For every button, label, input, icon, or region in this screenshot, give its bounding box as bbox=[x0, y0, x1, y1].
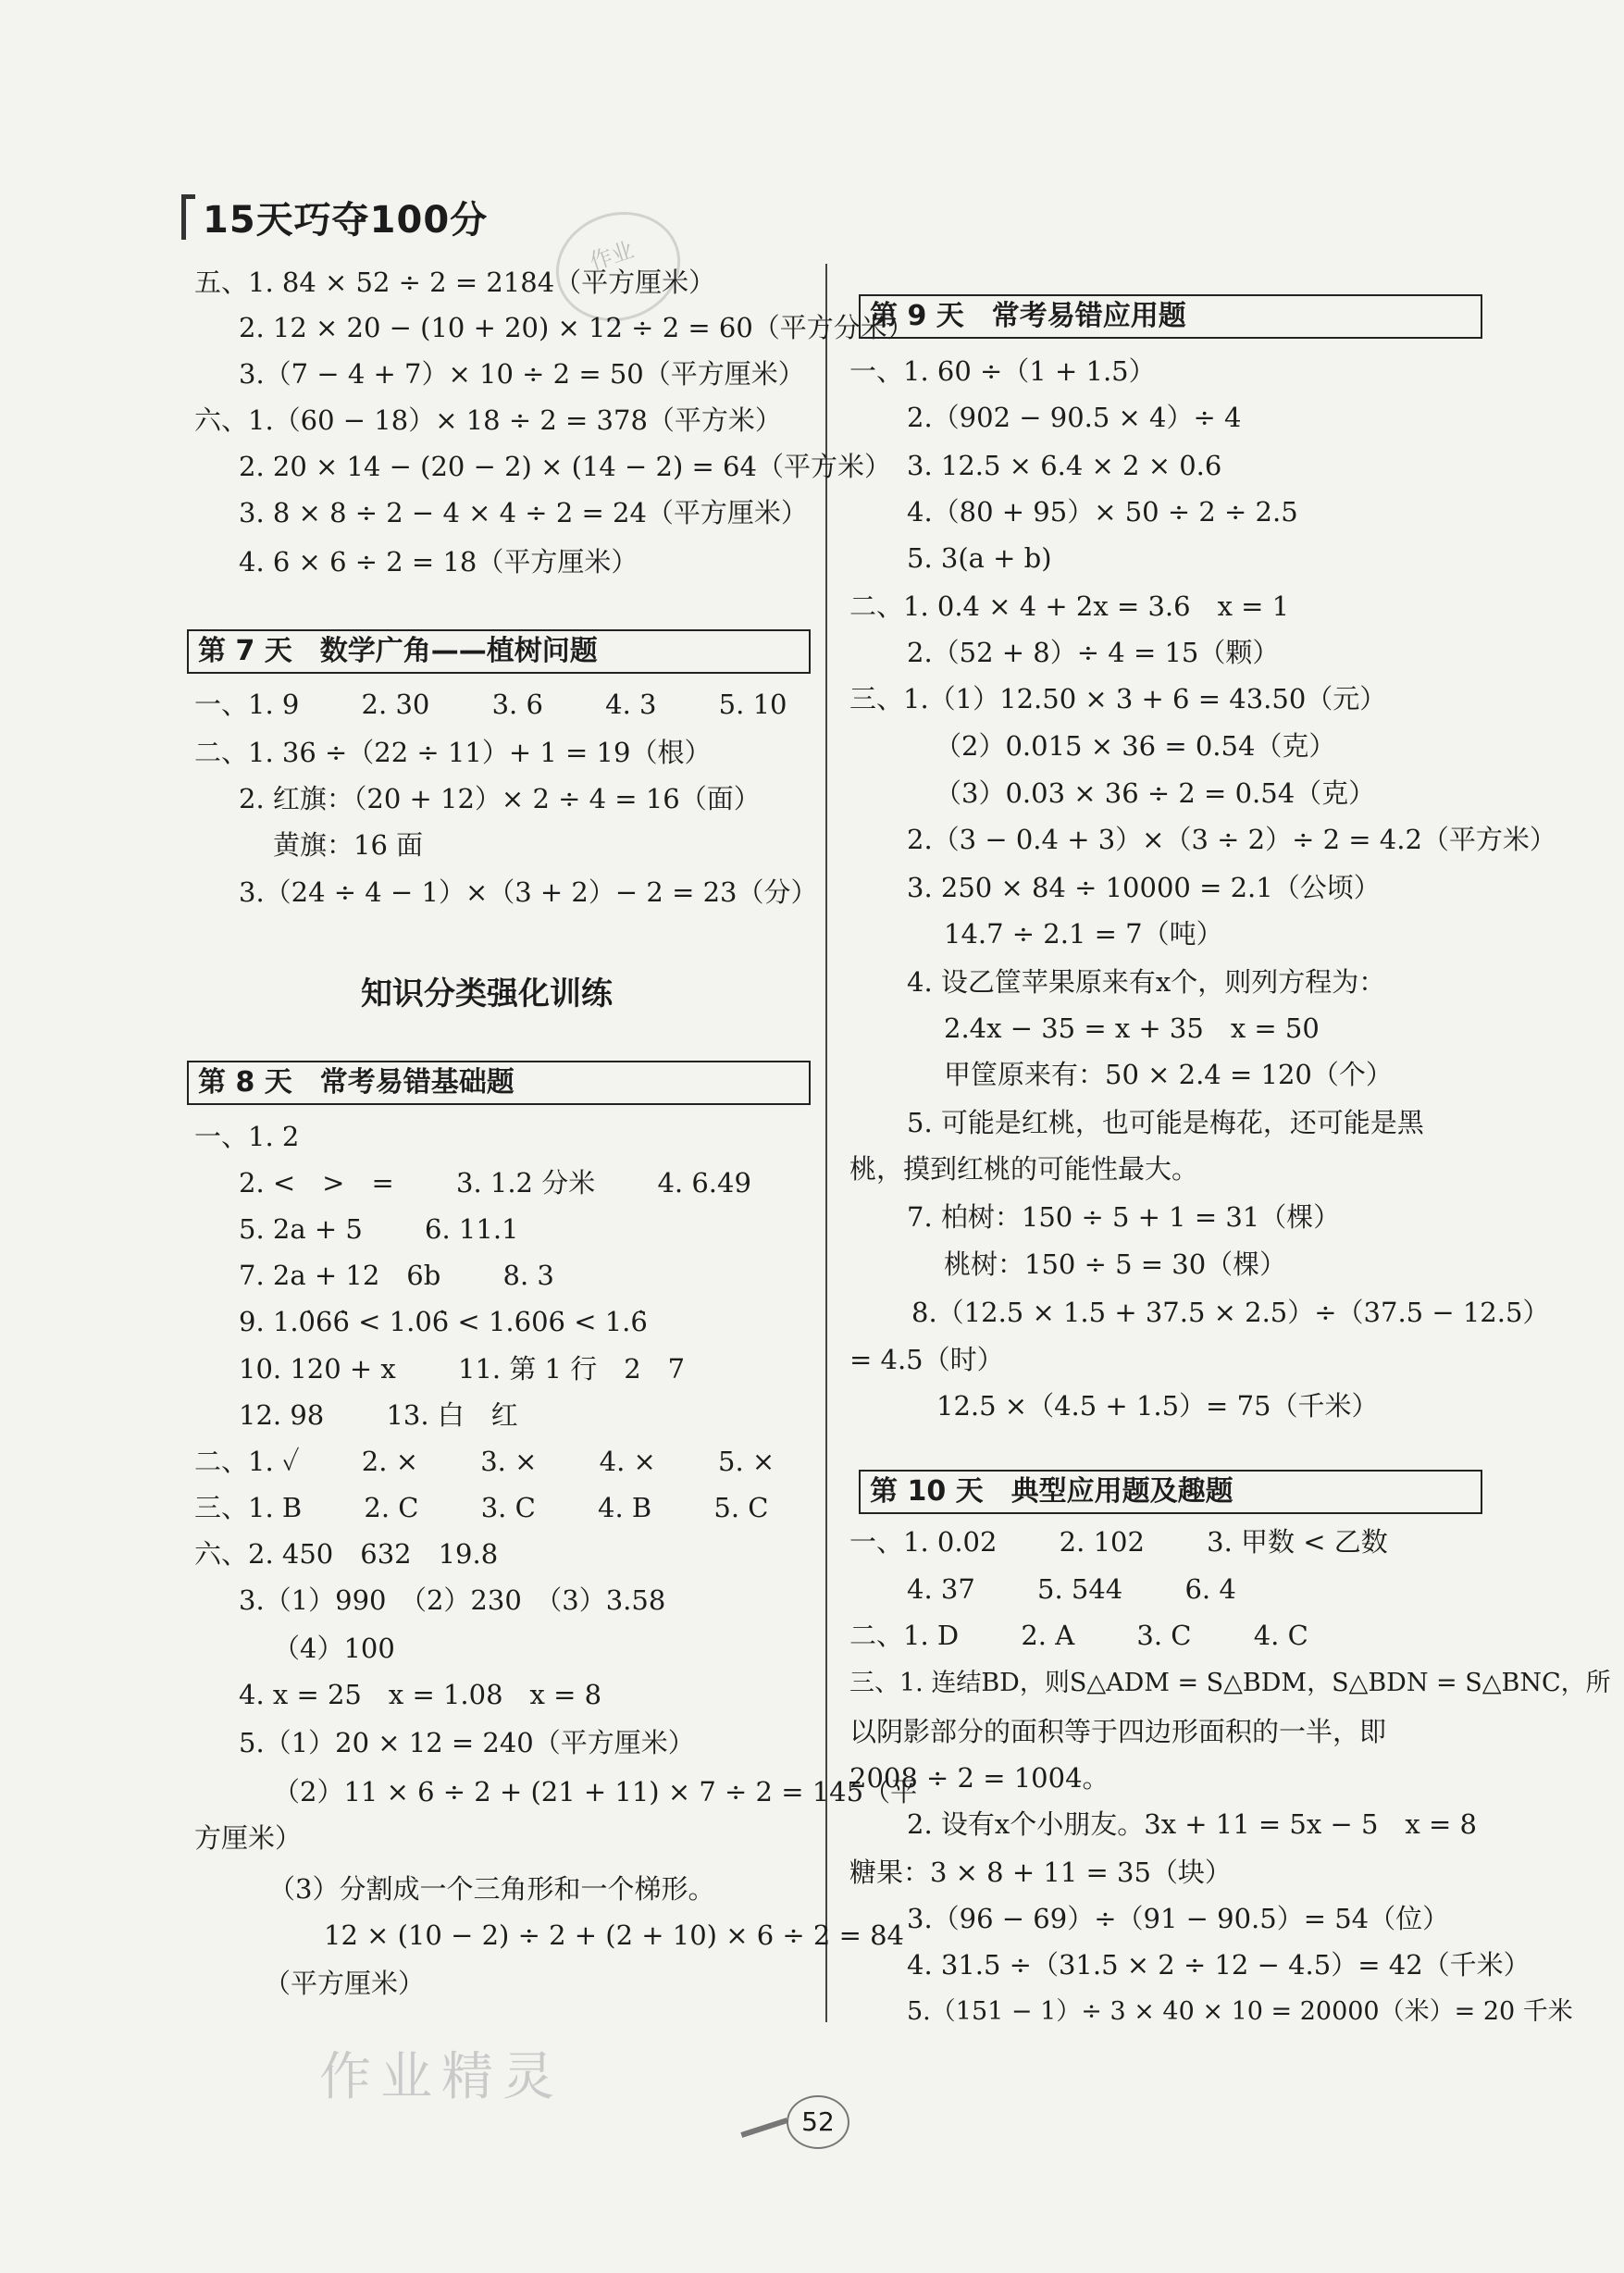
answer-line: 二、1. 0.4 × 4 + 2x = 3.6 x = 1 bbox=[849, 590, 1290, 622]
answer-line: 4. 6 × 6 ÷ 2 = 18（平方厘米） bbox=[239, 546, 638, 578]
answer-line: 2. 设有x个小朋友。3x + 11 = 5x − 5 x = 8 bbox=[907, 1808, 1477, 1840]
answer-line: 2.4x − 35 = x + 35 x = 50 bbox=[944, 1012, 1320, 1044]
section-header-day10: 第 10 天 典型应用题及趣题 bbox=[859, 1470, 1482, 1514]
answer-line: 方厘米） bbox=[194, 1822, 303, 1854]
answer-line: 一、1. 60 ÷（1 + 1.5） bbox=[849, 355, 1156, 387]
answer-line: （4）100 bbox=[273, 1633, 395, 1664]
answer-line: （3）0.03 × 36 ÷ 2 = 0.54（克） bbox=[935, 777, 1376, 809]
answer-line: 糖果：3 × 8 + 11 = 35（块） bbox=[849, 1857, 1232, 1888]
answer-line: 3. 12.5 × 6.4 × 2 × 0.6 bbox=[907, 450, 1222, 481]
answer-line: 二、1. D 2. A 3. C 4. C bbox=[849, 1620, 1308, 1651]
answer-line: 7. 柏树：150 ÷ 5 + 1 = 31（棵） bbox=[907, 1201, 1341, 1233]
answer-line: 三、1. 连结BD，则S△ADM = S△BDM，S△BDN = S△BNC，所 bbox=[849, 1669, 1611, 1697]
answer-line: 5. 可能是红桃，也可能是梅花，还可能是黑 bbox=[907, 1107, 1424, 1138]
answer-line: 9. 1.0̇66̇ < 1.06̇ < 1.606 < 1.6̇ bbox=[239, 1306, 648, 1337]
answer-line: 二、1. 36 ÷（22 ÷ 11）+ 1 = 19（根） bbox=[194, 737, 712, 768]
stamp-text: 作业 bbox=[586, 236, 638, 276]
answer-line: 三、1. B 2. C 3. C 4. B 5. C bbox=[194, 1492, 769, 1523]
watermark: 作业精灵 bbox=[319, 2047, 564, 2107]
answer-line: 2. < > = 3. 1.2 分米 4. 6.49 bbox=[239, 1167, 751, 1199]
answer-line: 12.5 ×（4.5 + 1.5）= 75（千米） bbox=[936, 1390, 1379, 1422]
answer-line: 2.（52 + 8）÷ 4 = 15（颗） bbox=[907, 637, 1280, 668]
answer-line: 10. 120 + x 11. 第 1 行 2 7 bbox=[239, 1353, 686, 1385]
answer-line: 4. x = 25 x = 1.08 x = 8 bbox=[239, 1679, 602, 1710]
column-divider bbox=[825, 264, 827, 2022]
section-header-day7: 第 7 天 数学广角——植树问题 bbox=[187, 629, 811, 674]
answer-line: 二、1. ✓ 2. × 3. × 4. × 5. × bbox=[194, 1446, 775, 1477]
answer-line: （2）0.015 × 36 = 0.54（克） bbox=[935, 730, 1336, 762]
answer-line: 2.（3 − 0.4 + 3）×（3 ÷ 2）÷ 2 = 4.2（平方米） bbox=[907, 824, 1556, 855]
answer-line: 三、1.（1）12.50 × 3 + 6 = 43.50（元） bbox=[849, 683, 1387, 714]
answer-line: 3.（7 − 4 + 7）× 10 ÷ 2 = 50（平方厘米） bbox=[239, 358, 805, 390]
answer-line: = 4.5（时） bbox=[849, 1344, 1004, 1375]
answer-line: 六、2. 450 632 19.8 bbox=[194, 1538, 499, 1570]
answer-line: 甲筐原来有：50 × 2.4 = 120（个） bbox=[944, 1059, 1393, 1090]
answer-line: 4. 设乙筐苹果原来有x个，则列方程为： bbox=[907, 966, 1386, 998]
answer-line: 桃树：150 ÷ 5 = 30（棵） bbox=[944, 1248, 1287, 1280]
answer-line: 黄旗：16 面 bbox=[273, 829, 424, 861]
answer-line: 3.（96 − 69）÷（91 − 90.5）= 54（位） bbox=[907, 1903, 1450, 1934]
answer-line: 5.（1）20 × 12 = 240（平方厘米） bbox=[239, 1727, 695, 1758]
brand-title: 15天巧夺100分 bbox=[203, 198, 489, 242]
section-header-day9: 第 9 天 常考易错应用题 bbox=[859, 294, 1482, 339]
answer-line: 2008 ÷ 2 = 1004。 bbox=[849, 1762, 1110, 1794]
answer-line: 5. 3(a + b) bbox=[907, 542, 1052, 574]
answer-line: 14.7 ÷ 2.1 = 7（吨） bbox=[944, 918, 1223, 950]
brand-logo bbox=[181, 189, 488, 244]
answer-line: 一、1. 0.02 2. 102 3. 甲数 < 乙数 bbox=[849, 1526, 1388, 1558]
answer-line: 4. 31.5 ÷（31.5 × 2 ÷ 12 − 4.5）= 42（千米） bbox=[907, 1949, 1531, 1981]
answer-line: 2.（902 − 90.5 × 4）÷ 4 bbox=[907, 402, 1242, 433]
answer-line: 以阴影部分的面积等于四边形面积的一半，即 bbox=[849, 1716, 1387, 1747]
answer-line: 5. 2a + 5 6. 11.1 bbox=[239, 1213, 519, 1245]
answer-line: 2. 红旗：（20 + 12）× 2 ÷ 4 = 16（面） bbox=[239, 783, 761, 814]
answer-line: 一、1. 2 bbox=[194, 1121, 300, 1152]
answer-line: 3.（24 ÷ 4 − 1）×（3 + 2）− 2 = 23（分） bbox=[239, 876, 818, 908]
page-number: 52 bbox=[787, 2095, 849, 2149]
answer-line: 桃，摸到红桃的可能性最大。 bbox=[849, 1153, 1199, 1185]
answer-line: 2. 12 × 20 − (10 + 20) × 12 ÷ 2 = 60（平方分米） bbox=[239, 312, 914, 343]
answer-line: 3. 250 × 84 ÷ 10000 = 2.1（公顷） bbox=[907, 872, 1381, 903]
logo-bracket-icon bbox=[181, 194, 195, 240]
answer-line: 12. 98 13. 白 红 bbox=[239, 1399, 518, 1431]
answer-line: 4.（80 + 95）× 50 ÷ 2 ÷ 2.5 bbox=[907, 496, 1298, 528]
answer-line: 12 × (10 − 2) ÷ 2 + (2 + 10) × 6 ÷ 2 = 84 bbox=[324, 1919, 904, 1951]
section-title: 知识分类强化训练 bbox=[361, 975, 613, 1012]
answer-line: （3）分割成一个三角形和一个梯形。 bbox=[268, 1873, 715, 1905]
answer-line: 7. 2a + 12 6b 8. 3 bbox=[239, 1260, 554, 1291]
magnifier-icon bbox=[740, 2118, 787, 2138]
answer-line: 一、1. 9 2. 30 3. 6 4. 3 5. 10 bbox=[194, 689, 787, 720]
answer-line: 3.（1）990 （2）230 （3）3.58 bbox=[239, 1584, 666, 1616]
answer-line: （2）11 × 6 ÷ 2 + (21 + 11) × 7 ÷ 2 = 145（平 bbox=[273, 1776, 918, 1807]
answer-line: 4. 37 5. 544 6. 4 bbox=[907, 1573, 1236, 1605]
section-header-day8: 第 8 天 常考易错基础题 bbox=[187, 1061, 811, 1105]
answer-line: （平方厘米） bbox=[264, 1968, 426, 1999]
answer-line: 5.（151 − 1）÷ 3 × 40 × 10 = 20000（米）= 20 千米 bbox=[907, 1997, 1573, 2026]
answer-line: 8.（12.5 × 1.5 + 37.5 × 2.5）÷（37.5 − 12.5） bbox=[911, 1297, 1550, 1328]
answer-line: 五、1. 84 × 52 ÷ 2 = 2184（平方厘米） bbox=[194, 267, 716, 298]
answer-line: 3. 8 × 8 ÷ 2 − 4 × 4 ÷ 2 = 24（平方厘米） bbox=[239, 497, 808, 528]
answer-line: 六、1.（60 − 18）× 18 ÷ 2 = 378（平方米） bbox=[194, 404, 782, 436]
answer-line: 2. 20 × 14 − (20 − 2) × (14 − 2) = 64（平方米） bbox=[239, 451, 891, 482]
